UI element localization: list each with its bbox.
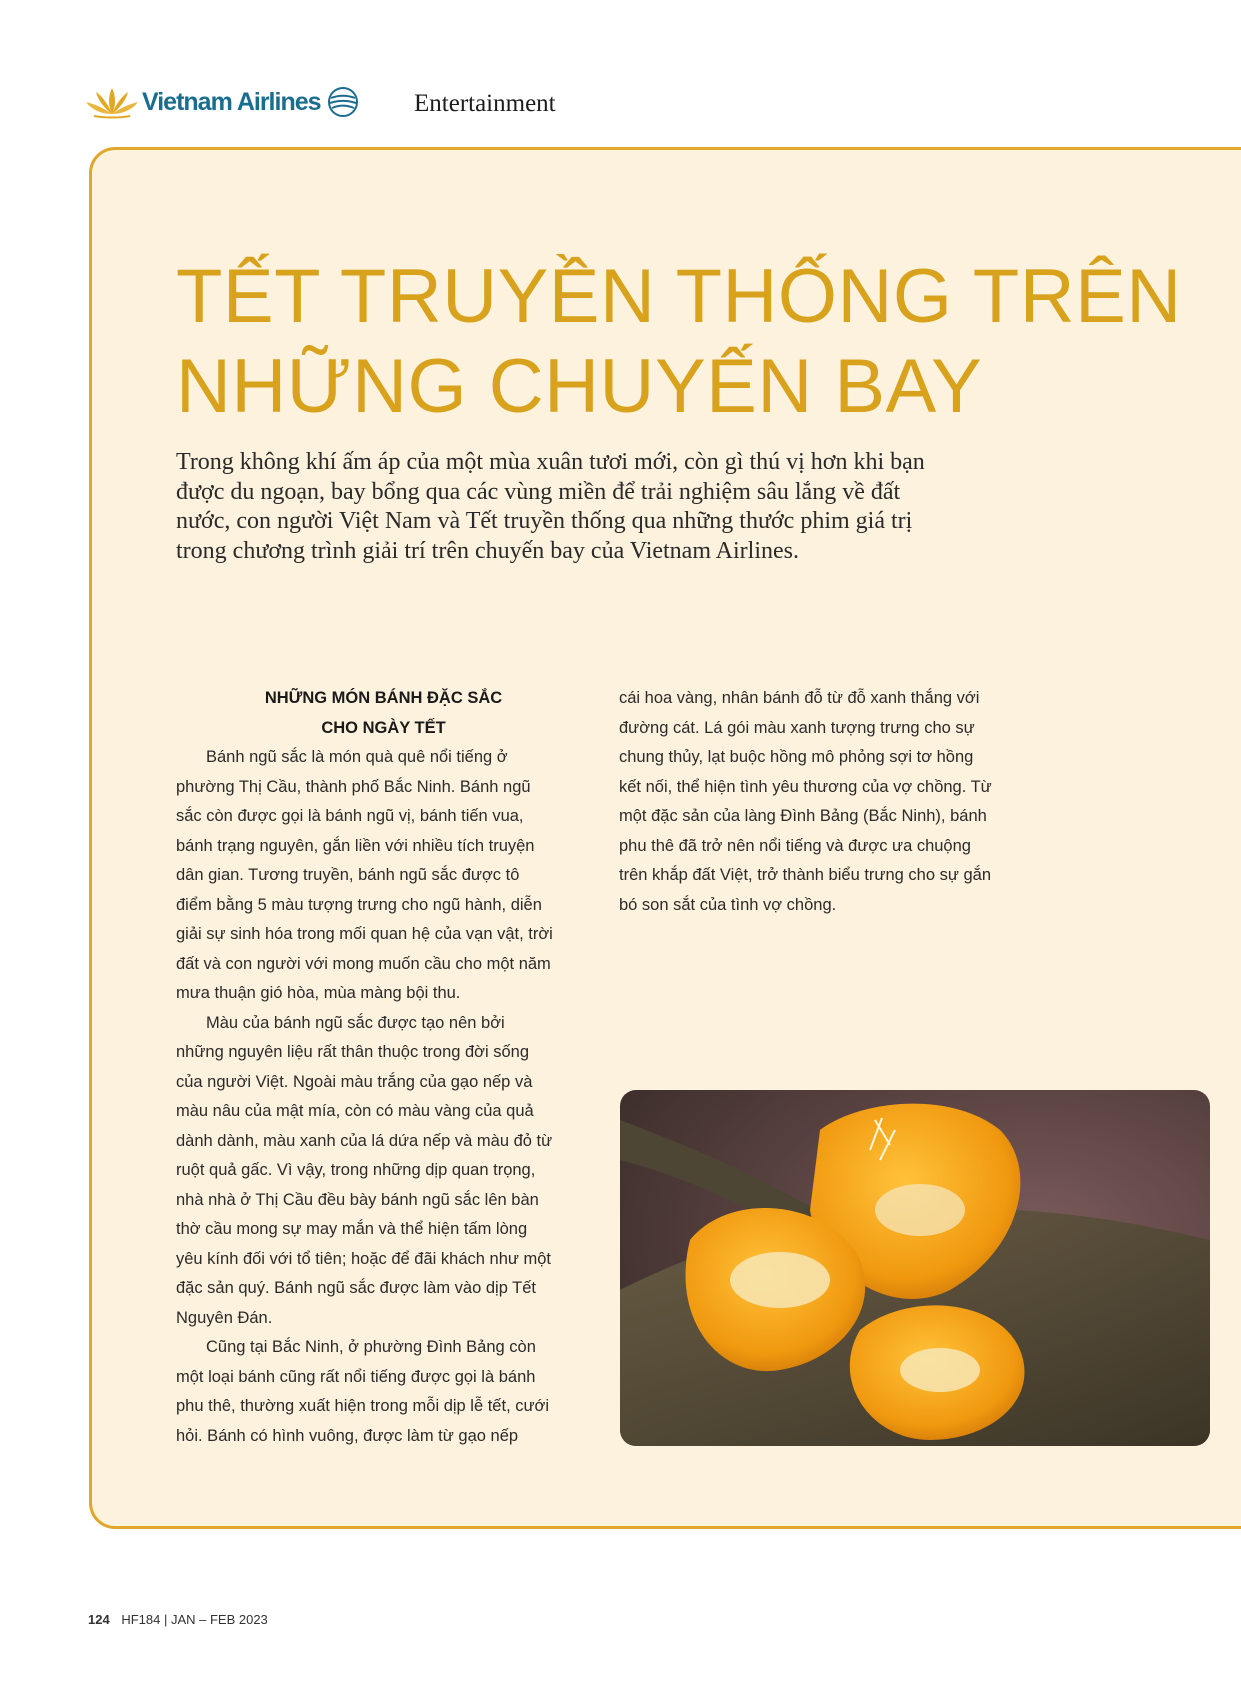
body-line: đặc sản quý. Bánh ngũ sắc được làm vào dịp Tết bbox=[176, 1279, 537, 1297]
intro-line: nước, con người Việt Nam và Tết truyền thống qua những thước phim giá trị bbox=[176, 508, 913, 534]
body-line: Bánh ngũ sắc là món quà quê nổi tiếng ở bbox=[206, 748, 508, 766]
body-line: màu nâu của mật mía, còn có màu vàng của quả bbox=[176, 1102, 534, 1120]
body-line: một đặc sản của làng Đình Bảng (Bắc Ninh), bánh bbox=[619, 807, 987, 825]
body-line: của người Việt. Ngoài màu trắng của gạo nếp và bbox=[176, 1072, 533, 1091]
section-label: Entertainment bbox=[414, 90, 556, 117]
intro-line: Trong không khí ấm áp của một mùa xuân tươi mới, còn gì thú vị hơn khi bạn bbox=[176, 449, 925, 475]
vietnam-airlines-logo bbox=[84, 82, 359, 122]
body-line: phu thê, thường xuất hiện trong mỗi dịp lễ tết, cưới bbox=[176, 1397, 550, 1415]
body-line: trên khắp đất Việt, trở thành biểu trưng cho sự gắn bbox=[619, 866, 991, 884]
article-intro bbox=[176, 448, 1066, 566]
body-line: đường cát. Lá gói màu xanh tượng trưng cho sự bbox=[619, 718, 975, 737]
body-line: yêu kính đối với tổ tiên; hoặc để đãi khách như một bbox=[176, 1249, 552, 1268]
title-line: TẾT TRUYỀN THỐNG TRÊN bbox=[176, 254, 1182, 339]
intro-line: được du ngoạn, bay bổng qua các vùng miền để trải nghiệm sâu lắng về đất bbox=[176, 478, 901, 505]
article-column-right bbox=[619, 684, 1034, 920]
body-line: dành dành, màu xanh của lá dứa nếp và màu đỏ từ bbox=[176, 1131, 553, 1150]
body-line: nhà nhà ở Thị Cầu đều bày bánh ngũ sắc lên bàn bbox=[176, 1190, 539, 1209]
intro-line: trong chương trình giải trí trên chuyến bay của Vietnam Airlines. bbox=[176, 537, 799, 564]
article-column-left bbox=[176, 684, 591, 1451]
section-heading: NHỮNG MÓN BÁNH ĐẶC SẮC bbox=[264, 689, 503, 707]
body-line: thờ cầu mong sự may mắn và thể hiện tấm lòng bbox=[176, 1220, 528, 1238]
brand-name: Vietnam Airlines bbox=[142, 87, 321, 116]
page-number: 124 bbox=[88, 1612, 110, 1627]
issue-label: HF184 | JAN – FEB 2023 bbox=[121, 1612, 268, 1627]
body-line: Nguyên Đán. bbox=[176, 1308, 273, 1327]
body-line: phu thê đã trở nên nổi tiếng và được ưa chuộng bbox=[619, 836, 971, 855]
body-line: dân gian. Tương truyền, bánh ngũ sắc được tô bbox=[176, 866, 520, 884]
page-footer bbox=[88, 1612, 268, 1627]
lotus-logo-icon bbox=[84, 84, 140, 120]
body-line: những nguyên liệu rất thân thuộc trong đời sống bbox=[176, 1043, 530, 1061]
article-title bbox=[176, 252, 1182, 432]
body-line: ruột quả gấc. Vì vậy, trong những dịp quan trọng, bbox=[176, 1161, 536, 1179]
body-line: Cũng tại Bắc Ninh, ở phường Đình Bảng còn bbox=[206, 1338, 536, 1356]
body-line: mưa thuận gió hòa, mùa màng bội thu. bbox=[176, 984, 461, 1002]
skyteam-globe-icon bbox=[327, 86, 359, 118]
title-line: NHỮNG CHUYẾN BAY bbox=[176, 344, 983, 429]
body-line: sắc còn được gọi là bánh ngũ vị, bánh tiến vua, bbox=[176, 807, 524, 825]
body-line: chung thủy, lạt buộc hồng mô phỏng sợi tơ hồng bbox=[619, 748, 974, 766]
body-line: Màu của bánh ngũ sắc được tạo nên bởi bbox=[206, 1013, 505, 1032]
section-heading: CHO NGÀY TẾT bbox=[321, 718, 446, 737]
page-header bbox=[84, 82, 684, 122]
body-line: cái hoa vàng, nhân bánh đỗ từ đỗ xanh thắng với bbox=[619, 689, 980, 707]
body-line: hỏi. Bánh có hình vuông, được làm từ gạo nếp bbox=[176, 1426, 519, 1445]
body-line: điểm bằng 5 màu tượng trưng cho ngũ hành, diễn bbox=[176, 895, 542, 914]
body-line: giải sự sinh hóa trong mối quan hệ của vạn vật, trời bbox=[176, 925, 553, 943]
body-line: bó son sắt của tình vợ chồng. bbox=[619, 895, 837, 914]
body-line: một loại bánh cũng rất nổi tiếng được gọi là bánh bbox=[176, 1367, 536, 1386]
body-line: kết nối, thể hiện tình yêu thương của vợ chồng. Từ bbox=[619, 777, 992, 796]
body-line: bánh trạng nguyên, gắn liền với nhiều tích truyện bbox=[176, 836, 535, 855]
banh-ngu-sac-photo bbox=[620, 1090, 1210, 1446]
body-line: phường Thị Cầu, thành phố Bắc Ninh. Bánh ngũ bbox=[176, 777, 531, 796]
body-line: đất và con người với mong muốn cầu cho một năm bbox=[176, 954, 551, 973]
